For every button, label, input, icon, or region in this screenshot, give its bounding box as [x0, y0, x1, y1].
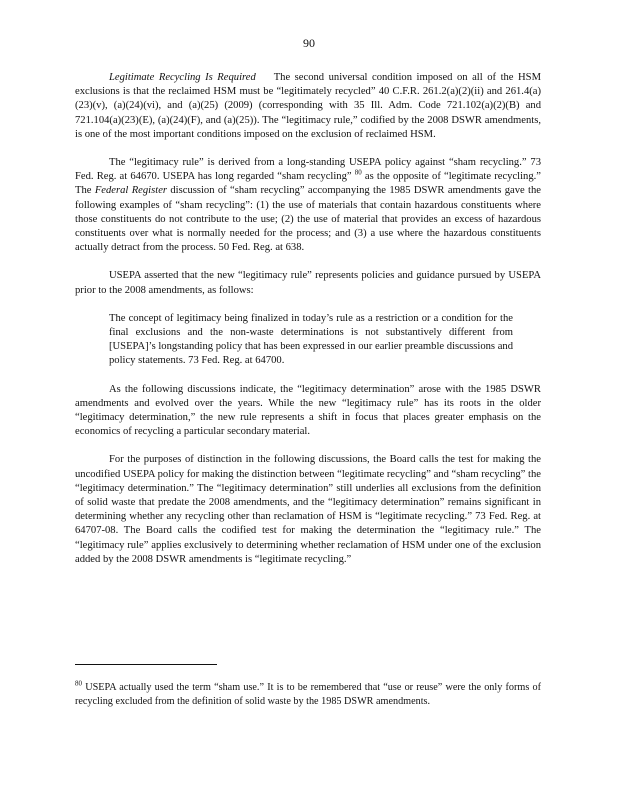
footnote-reference[interactable]: 80	[354, 168, 362, 177]
paragraph-legitimacy-rule-origin	[75, 156, 541, 255]
footnote	[75, 681, 541, 708]
footnote-divider	[75, 664, 217, 665]
paragraph-text: The second universal condition imposed on all of the HSM exclusions is that the reclaimed HSM must be “legitimately recycled” 40 C.F.R. 261.2(a)(2)(ii) and 261.4(a)(23)(v), (a)(24)(vi), and (a)(25) (2009) (corresponding with 35 Ill. Adm. Code 721.102(a)(2)(B) and 721.104(a)(23)(E), (a)(24)(F), and (a)(25)). The “legitimacy rule,” codified by the 2008 DSWR amendments, is one of the most important conditions imposed on the exclusion of reclaimed HSM.	[75, 72, 541, 140]
paragraph-text: The “legitimacy rule” is derived from a long-standing USEPA policy against “sham recycling.” 73 Fed. Reg. at 64670. USEPA has long regarded “sham recycling”	[75, 157, 541, 183]
footnote-number: 80	[75, 679, 82, 688]
paragraph-legitimate-recycling	[75, 71, 541, 142]
block-quote: The concept of legitimacy being finalized in today’s rule as a restriction or a condition for the final exclusions and the non-waste determinations is not substantively different from [USEPA]’s longstanding policy that has been expressed in our earlier preamble discussions and policy statements. 73 Fed. Reg. at 64700.	[109, 312, 513, 367]
paragraph-text: discussion of “sham recycling” accompanying the 1985 DSWR amendments gave the following examples of “sham recycling”: (1) the use of materials that contain hazardous constituents where those constituents do not contribute to the use; (2) the use of material that provides an excess of hazardous constituents over what is normally needed for the process; and (3) a use where the hazardous constituents actually detract from the process. 50 Fed. Reg. at 638.	[75, 185, 541, 254]
body-text	[75, 71, 541, 581]
paragraph-distinction: For the purposes of distinction in the following discussions, the Board calls the test for making the uncodified USEPA policy for making the distinction between “legitimate recycling” and “sham recycling” the “legitimacy determination.” The “legitimacy determination” still underlies all exclusions from the definition of solid waste that predate the 2008 amendments, and the “legitimacy determination” remains significant in determining whether any recycling other than reclamation of HSM is “legitimate recycling.” 73 Fed. Reg. at 64707-08. The Board calls the codified test for making the determination the “legitimacy rule.” The “legitimacy rule” applies exclusively to determining whether reclamation of HSM under one of the exclusion added by the 2008 DSWR amendments is “legitimate recycling.”	[75, 454, 541, 565]
paragraph-lead-heading: Legitimate Recycling Is Required	[109, 72, 256, 83]
page-number: 90	[303, 36, 315, 50]
paragraph-usepa-asserted: USEPA asserted that the new “legitimacy rule” represents policies and guidance pursued by USEPA prior to the 2008 amendments, as follows:	[75, 270, 541, 296]
paragraph-text: as the opposite of “legitimate recycling.” The	[75, 171, 541, 197]
italic-citation: Federal Register	[94, 185, 168, 197]
footnote-text: USEPA actually used the term “sham use.” It is to be remembered that “use or reuse” were the only forms of recycling excluded from the definition of solid waste by the 1985 DSWR amendments.	[75, 682, 541, 707]
paragraph-legitimacy-determination: As the following discussions indicate, the “legitimacy determination” arose with the 1985 DSWR amendments and evolved over the years. While the new “legitimacy rule” has its roots in the older “legitimacy determination,” the new rule represents a shift in focus that places greater emphasis on the economics of recycling a particular secondary material.	[75, 383, 541, 438]
